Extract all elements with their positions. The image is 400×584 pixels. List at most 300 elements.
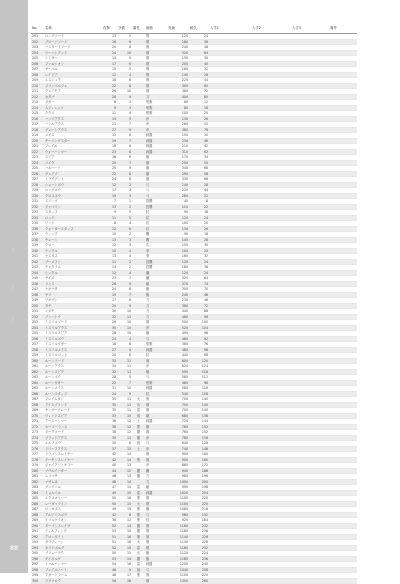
table-cell: 闇 xyxy=(132,556,145,562)
table-cell: 160 xyxy=(167,254,189,260)
table-cell: 1160 xyxy=(167,545,189,551)
table-cell: 雷 xyxy=(132,408,145,414)
table-cell: 22 xyxy=(102,83,117,89)
table-cell: 180 xyxy=(167,39,189,45)
table-cell: 5 xyxy=(117,56,132,62)
table-cell: 150 xyxy=(167,133,189,139)
table-cell: 25 xyxy=(102,303,117,309)
table-cell: 14 xyxy=(102,116,117,122)
table-cell: 剣 xyxy=(145,89,167,95)
table-cell: ナックル xyxy=(44,248,102,254)
table-cell: 36 xyxy=(102,419,117,425)
table-cell: 96 xyxy=(189,347,209,353)
table-cell: 152 xyxy=(189,430,209,436)
table-cell: クロスボウ xyxy=(44,193,102,199)
table-cell: 13 xyxy=(102,237,117,243)
table-cell: 10 xyxy=(117,413,132,419)
table-cell: 240 xyxy=(189,562,209,568)
table-cell: 18 xyxy=(189,210,209,216)
table-cell: ダーインスレイヴ xyxy=(44,523,102,529)
item-table xyxy=(31,22,357,584)
table-cell: 48 xyxy=(189,292,209,298)
table-cell: 8 xyxy=(117,171,132,177)
table-cell: 240 xyxy=(31,248,44,254)
table-cell: 1180 xyxy=(167,556,189,562)
table-cell: 短剣 xyxy=(145,111,167,117)
table-cell: 235 xyxy=(31,221,44,227)
table-cell: ソウルイーター xyxy=(44,468,102,474)
table-cell: ティルフィング xyxy=(44,529,102,535)
table-cell: ゾンバトウ xyxy=(44,314,102,320)
table-cell: 18 xyxy=(189,232,209,238)
table-cell: ミョルニル xyxy=(44,490,102,496)
table-cell: 700 xyxy=(167,408,189,414)
table-cell: 6 xyxy=(117,133,132,139)
table-cell: 短剣 xyxy=(145,105,167,111)
table-cell: 220 xyxy=(189,573,209,579)
table-cell: 杖 xyxy=(145,353,167,359)
margin-mark: │ xyxy=(12,248,14,252)
table-cell: 18 xyxy=(102,78,117,84)
table-cell: ハンドアクス xyxy=(44,116,102,122)
table-cell: 5 xyxy=(117,215,132,221)
table-cell: 251 xyxy=(31,309,44,315)
table-cell: 10 xyxy=(117,309,132,315)
table-cell: 鈍器 xyxy=(145,562,167,568)
table-cell: ルーンスピア xyxy=(44,369,102,375)
table-cell: 35 xyxy=(102,408,117,414)
table-cell: 2 xyxy=(117,259,132,265)
table-cell: 720 xyxy=(167,419,189,425)
table-cell: 263 xyxy=(31,375,44,381)
table-cell: 剣 xyxy=(145,83,167,89)
table-cell: 48 xyxy=(102,479,117,485)
table-cell: 257 xyxy=(31,342,44,348)
table-cell: 12 xyxy=(117,468,132,474)
table-cell: 244 xyxy=(31,270,44,276)
table-cell xyxy=(329,578,357,584)
table-cell: 5 xyxy=(117,67,132,73)
table-cell: クォータースタッフ xyxy=(44,226,102,232)
table-cell: 短剣 xyxy=(145,380,167,386)
table-cell: 剣 xyxy=(145,408,167,414)
table-cell: 10 xyxy=(117,386,132,392)
table-cell: 闇 xyxy=(132,435,145,441)
table-cell: 236 xyxy=(189,529,209,535)
table-cell: 34 xyxy=(189,155,209,161)
table-cell: 12 xyxy=(117,424,132,430)
table-cell: クレイモア xyxy=(44,89,102,95)
table-cell: 27 xyxy=(102,347,117,353)
table-cell: 24 xyxy=(102,336,117,342)
table-cell: 261 xyxy=(31,364,44,370)
table-cell: 土 xyxy=(132,446,145,452)
table-cell: 259 xyxy=(31,353,44,359)
table-cell: 202 xyxy=(31,39,44,45)
table-cell: 爪 xyxy=(145,243,167,249)
table-cell: 弓 xyxy=(145,512,167,518)
table-cell: 53 xyxy=(102,529,117,535)
table-cell: ブラッドアクス xyxy=(44,435,102,441)
table-cell: ロッド xyxy=(44,215,102,221)
table-cell: 聖 xyxy=(132,573,145,579)
table-cell: 16 xyxy=(117,496,132,502)
table-cell: 15 xyxy=(102,133,117,139)
table-cell: 闇 xyxy=(132,468,145,474)
table-cell: 52 xyxy=(102,523,117,529)
table-cell: 21 xyxy=(102,122,117,128)
table-cell: 投擲 xyxy=(145,259,167,265)
table-cell: 243 xyxy=(31,265,44,271)
table-cell: 28 xyxy=(102,375,117,381)
table-cell: 170 xyxy=(167,155,189,161)
table-cell: 剣 xyxy=(145,34,167,40)
table-cell: 100 xyxy=(167,111,189,117)
table-cell: 44 xyxy=(189,78,209,84)
table-cell: 120 xyxy=(167,270,189,276)
table-cell: 13 xyxy=(102,34,117,40)
table-cell: 260 xyxy=(31,358,44,364)
table-cell: 16 xyxy=(117,540,132,546)
table-cell: 204 xyxy=(189,490,209,496)
table-cell: 214 xyxy=(31,105,44,111)
table-cell: 52 xyxy=(189,122,209,128)
table-cell: ケリュケイオン xyxy=(44,518,102,524)
table-cell: 370 xyxy=(167,281,189,287)
table-cell: 28 xyxy=(102,331,117,337)
table-cell: 180 xyxy=(189,457,209,463)
table-cell: 490 xyxy=(167,331,189,337)
column-header: 攻撃 xyxy=(102,22,117,34)
table-cell: 3 xyxy=(117,237,132,243)
table-cell: スピア xyxy=(44,155,102,161)
table-cell: 268 xyxy=(31,402,44,408)
table-cell: 980 xyxy=(167,474,189,480)
table-cell: 295 xyxy=(31,551,44,557)
table-cell: 杖 xyxy=(145,226,167,232)
table-cell: 258 xyxy=(31,347,44,353)
table-cell: 460 xyxy=(167,336,189,342)
table-cell: 216 xyxy=(189,507,209,513)
table-cell: 62 xyxy=(189,149,209,155)
table-cell: シミター xyxy=(44,56,102,62)
table-cell: 14 xyxy=(102,265,117,271)
table-cell: ククリ xyxy=(44,111,102,117)
table-cell: 100 xyxy=(189,320,209,326)
margin-mark: │ xyxy=(12,286,14,290)
table-cell: 火 xyxy=(132,397,145,403)
table-cell: 250 xyxy=(167,160,189,166)
table-cell: 217 xyxy=(31,122,44,128)
table-cell: 292 xyxy=(31,534,44,540)
table-cell: ルーンダガー xyxy=(44,380,102,386)
table-cell: 266 xyxy=(31,391,44,397)
table-cell: 220 xyxy=(31,138,44,144)
table-cell: ホーリーランス xyxy=(44,424,102,430)
table-cell: 221 xyxy=(31,144,44,150)
table-cell: 斧 xyxy=(145,116,167,122)
table-cell: 48 xyxy=(102,573,117,579)
table-cell: 440 xyxy=(167,309,189,315)
table-cell: 330 xyxy=(167,177,189,183)
table-cell: ブーメラン xyxy=(44,259,102,265)
table-cell: 投擲 xyxy=(145,199,167,205)
table-cell: 1120 xyxy=(167,551,189,557)
table-cell: 220 xyxy=(189,496,209,502)
table-cell: 286 xyxy=(31,501,44,507)
table-cell: 8 xyxy=(117,512,132,518)
table-cell: バスタードソード xyxy=(44,45,102,51)
table-cell: 220 xyxy=(167,78,189,84)
table-cell: 12 xyxy=(102,72,117,78)
table-cell: パイク xyxy=(44,160,102,166)
table-cell: レーヴァテイン xyxy=(44,501,102,507)
table-cell: ミスリルロッド xyxy=(44,353,102,359)
table-cell: 26 xyxy=(102,89,117,95)
table-cell: 213 xyxy=(31,100,44,106)
table-cell: 234 xyxy=(31,215,44,221)
table-cell: グレートアクス xyxy=(44,127,102,133)
table-cell: 4 xyxy=(117,254,132,260)
table-cell: 5 xyxy=(117,34,132,40)
table-cell: 140 xyxy=(189,408,209,414)
table-cell: 剣 xyxy=(145,50,167,56)
table-cell: 92 xyxy=(189,336,209,342)
table-cell: 130 xyxy=(167,226,189,232)
table-cell: 14 xyxy=(117,457,132,463)
table-cell: 35 xyxy=(102,397,117,403)
table-cell: 37 xyxy=(102,446,117,452)
table-cell: 30 xyxy=(102,309,117,315)
table-cell: 400 xyxy=(167,94,189,100)
table-cell: 鈍器 xyxy=(145,133,167,139)
table-cell: 88 xyxy=(189,353,209,359)
table-cell: 98 xyxy=(189,331,209,337)
table-cell: 229 xyxy=(31,188,44,194)
table-cell: 11 xyxy=(117,369,132,375)
table-cell: 7 xyxy=(102,199,117,205)
table-cell: 斧 xyxy=(145,463,167,469)
table-cell: 172 xyxy=(189,463,209,469)
table-cell: 49 xyxy=(102,507,117,513)
table-row xyxy=(31,578,357,584)
table-cell: 18 xyxy=(102,144,117,150)
table-cell: 276 xyxy=(31,446,44,452)
table-cell: 槍 xyxy=(145,413,167,419)
table-cell: 1300 xyxy=(167,578,189,584)
table-cell: 116 xyxy=(189,386,209,392)
table-cell: 拳 xyxy=(145,254,167,260)
table-cell: 118 xyxy=(189,369,209,375)
table-cell: 24 xyxy=(102,50,117,56)
table-cell: 鈍器 xyxy=(145,144,167,150)
table-cell: バトルアクス xyxy=(44,122,102,128)
table-cell: ノダチ xyxy=(44,309,102,315)
table-cell: レイピア xyxy=(44,72,102,78)
table-cell: 鈍器 xyxy=(145,419,167,425)
table-cell: 211 xyxy=(31,89,44,95)
table-cell: 215 xyxy=(31,111,44,117)
column-header: 入手3 xyxy=(291,22,329,34)
table-cell: 9 xyxy=(117,166,132,172)
table-cell: 68 xyxy=(189,166,209,172)
table-cell: ナギナタ xyxy=(44,287,102,293)
table-cell: 990 xyxy=(167,485,189,491)
table-cell: メイス xyxy=(44,133,102,139)
table-cell: 20 xyxy=(102,45,117,51)
table-cell: 剣 xyxy=(145,61,167,67)
table-cell: 140 xyxy=(167,237,189,243)
table-cell: 38 xyxy=(102,424,117,430)
table-cell: 210 xyxy=(31,83,44,89)
table-cell: 刀 xyxy=(145,309,167,315)
table-cell: 203 xyxy=(31,45,44,51)
table-cell: 11 xyxy=(117,314,132,320)
table-cell: 鎌 xyxy=(145,276,167,282)
table-cell: ダークソード xyxy=(44,430,102,436)
table-cell: 740 xyxy=(167,446,189,452)
table-cell: モーニングスター xyxy=(44,138,102,144)
table-cell: 14 xyxy=(102,56,117,62)
table-cell: 槍 xyxy=(145,369,167,375)
table-cell: 火 xyxy=(132,540,145,546)
table-cell: 4 xyxy=(117,248,132,254)
table-cell: 299 xyxy=(31,573,44,579)
table-cell: 108 xyxy=(189,391,209,397)
table-cell: 380 xyxy=(167,127,189,133)
table-cell: 5 xyxy=(117,210,132,216)
table-cell: 槍 xyxy=(145,160,167,166)
table-cell: チャクラム xyxy=(44,265,102,271)
table-cell: 15 xyxy=(117,551,132,557)
table-cell: 15 xyxy=(117,529,132,535)
table-cell: 80 xyxy=(167,105,189,111)
table-cell: 90 xyxy=(167,210,189,216)
table-cell: 16 xyxy=(189,105,209,111)
table-cell: 投擲 xyxy=(145,265,167,271)
table-cell: 6 xyxy=(117,298,132,304)
table-cell: 144 xyxy=(189,419,209,425)
column-header: 入手1 xyxy=(209,22,251,34)
table-cell: 土 xyxy=(132,419,145,425)
table-cell: ドラゴンスレイヤー xyxy=(44,452,102,458)
table-cell: 920 xyxy=(167,518,189,524)
table-cell: 弓 xyxy=(145,375,167,381)
table-cell: ハルバード xyxy=(44,166,102,172)
table-cell: 12 xyxy=(102,270,117,276)
table-cell: 28 xyxy=(189,72,209,78)
table-cell: 232 xyxy=(31,204,44,210)
table-cell: 40 xyxy=(167,199,189,205)
table-cell: 1200 xyxy=(167,562,189,568)
table-cell: 247 xyxy=(31,287,44,293)
table-cell: 6 xyxy=(117,61,132,67)
table-cell: 540 xyxy=(167,391,189,397)
table-cell: クロー xyxy=(44,243,102,249)
table-cell: 剣 xyxy=(145,529,167,535)
table-cell: 9 xyxy=(117,94,132,100)
table-cell: 47 xyxy=(102,485,117,491)
table-cell: 38 xyxy=(102,518,117,524)
table-cell: 4 xyxy=(117,336,132,342)
table-cell: 265 xyxy=(31,386,44,392)
table-cell: 24 xyxy=(189,215,209,221)
table-cell: 198 xyxy=(189,485,209,491)
table-cell: 290 xyxy=(167,171,189,177)
table-cell: 291 xyxy=(31,529,44,535)
table-cell: 140 xyxy=(189,402,209,408)
table-cell: 241 xyxy=(31,254,44,260)
table-cell: 15 xyxy=(117,545,132,551)
table-cell: 鞭 xyxy=(145,237,167,243)
table-cell: 240 xyxy=(167,45,189,51)
table-cell: 96 xyxy=(189,314,209,320)
table-cell: 13 xyxy=(102,204,117,210)
table-cell: 16 xyxy=(117,534,132,540)
table-cell: 218 xyxy=(31,127,44,133)
table-cell: 12 xyxy=(117,518,132,524)
table-cell: 30 xyxy=(102,325,117,331)
table-cell: 短剣 xyxy=(145,342,167,348)
table-cell: 6 xyxy=(117,226,132,232)
table-cell: 9 xyxy=(117,127,132,133)
table-cell: 297 xyxy=(31,562,44,568)
table-cell: ウィップ xyxy=(44,232,102,238)
table-cell: 18 xyxy=(102,342,117,348)
table-cell: 80 xyxy=(189,94,209,100)
table-cell: 杖 xyxy=(145,210,167,216)
table-cell: アイスブランド xyxy=(44,402,102,408)
table-cell: 208 xyxy=(189,567,209,573)
table-cell: 246 xyxy=(31,281,44,287)
table-cell: 4 xyxy=(117,72,132,78)
table-cell: 36 xyxy=(189,265,209,271)
table-cell: 弓 xyxy=(145,336,167,342)
table-cell: タチ xyxy=(44,303,102,309)
table-cell: 6 xyxy=(117,144,132,150)
table-cell: 72 xyxy=(189,303,209,309)
column-header: 属性 xyxy=(132,22,145,34)
table-cell: 227 xyxy=(31,177,44,183)
table-cell: 槍 xyxy=(145,331,167,337)
table-cell: 350 xyxy=(167,287,189,293)
table-cell: 600 xyxy=(167,358,189,364)
table-cell: 刀 xyxy=(145,94,167,100)
table-cell: 590 xyxy=(167,369,189,375)
table-cell: 275 xyxy=(31,441,44,447)
table-cell: 10 xyxy=(102,248,117,254)
table-cell: 39 xyxy=(102,435,117,441)
table-cell: 7 xyxy=(117,122,132,128)
table-cell: 剣 xyxy=(145,540,167,546)
table-cell: 30 xyxy=(102,441,117,447)
table-cell: 210 xyxy=(167,144,189,150)
table-cell: 8 xyxy=(117,149,132,155)
table-cell: 1100 xyxy=(167,496,189,502)
table-cell: 24 xyxy=(189,34,209,40)
table-cell: 19 xyxy=(102,138,117,144)
table-cell: 269 xyxy=(31,408,44,414)
table-cell: 273 xyxy=(31,430,44,436)
table-cell: 267 xyxy=(31,397,44,403)
table-cell: 26 xyxy=(189,226,209,232)
table-cell: ゲイボルグ xyxy=(44,556,102,562)
table-cell: 46 xyxy=(189,298,209,304)
table-cell: 槍 xyxy=(145,551,167,557)
table-cell: 480 xyxy=(167,347,189,353)
table-cell: 杖 xyxy=(145,518,167,524)
table-cell: 12 xyxy=(117,419,132,425)
